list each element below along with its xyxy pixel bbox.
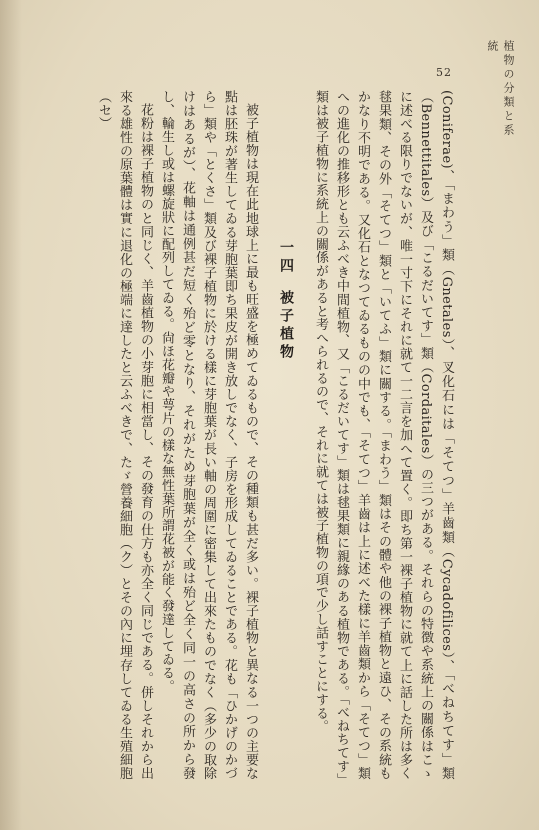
section-title: 被子植物 [278,290,294,362]
paragraph-conifer-overview: (Coniferae)、「まわう」類（Gnetales）、叉化石には「そてつ」羊齒類（Cycadofilices）、「べねちてす」類（Bennettitales）及び「こるだいてす」類（Cordaitales）の三つがある。それらの特徴や系統上の關係はこゝに述べる限りでないが、唯一寸下にそれに就て一二言を加へて置く。即ち第一裸子植物に就て上に話した所は多く毬果類、その外「そてつ」類と「いてふ」類に關する。「まわう」類はその體や他の裸子植物と遠ひ、その系統もかなり不明である。又化石となつてゐるものの中でも、「そてつ」羊齒は上に述べた樣に羊齒類から「そてつ」類への進化の推移形とも云ふべき中間植物、又「こるだいてす」類は毬果類に親緣のある植物である。「べねちてす」類は被子植物に系統上の關係があると考へられるので、それに就ては被子植物の項で少し話すことにする。 [313,90,454,780]
body-text [93,90,457,780]
page-gutter-shadow [0,0,22,830]
paragraph-pollen: 花粉は裸子植物のと同じく、羊齒植物の小芽胞に相當し、その發育の仕方も亦全く同じである。併しそれから出來る雄性の原葉體は實に退化の極端に達したと云ふべきで、たゞ營養細胞（ク）とその內に埋存してゐる生殖細胞（セ） [96,90,153,780]
section-heading [275,90,296,780]
section-number: 一四 [278,240,294,276]
running-head: 植物の分類と系統 [486,40,515,138]
paragraph-angiosperm-intro: 被子植物は現在此地球上に最も旺盛を極めてゐるもので、その種類も甚だ多い。裸子植物と異なる一つの主要な點は胚珠が著生してゐる芽胞葉即ち果皮が開き放しでなく、子房を形成してゐることである。花も「ひかげのかづら」類や「とくさ」類及び裸子植物に於ける樣に芽胞葉が長い軸の周圍に密集して出來たものでなく（多少の取除けはあるが）、花軸は通例甚だ短く殆ど零となり、それがため芽胞葉が全く或は殆ど全く同一の高さの所から發し、輪生し或は螺旋狀に配列してゐる。尙ほ花瓣や萼片の樣な無性葉所謂花被が能く發達してゐる。 [159,90,258,780]
page-number: 52 [436,66,452,79]
